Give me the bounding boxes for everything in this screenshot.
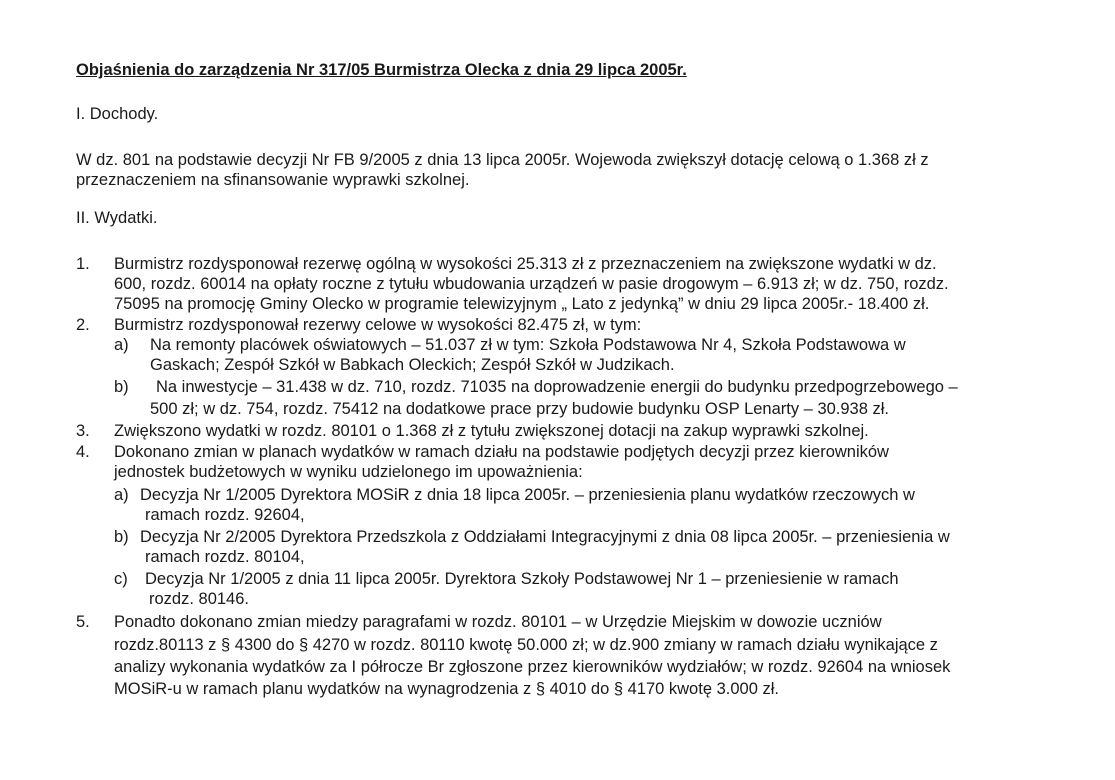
income-heading: I. Dochody. — [76, 105, 159, 123]
income-line: W dz. 801 na podstawie decyzji Nr FB 9/2005 z dnia 13 lipca 2005r. Wojewoda zwiększył dotację celową o 1.368 zł z — [76, 151, 929, 169]
sub-item-label: c) — [114, 570, 128, 588]
sub-item-line: Decyzja Nr 2/2005 Dyrektora Przedszkola z Oddziałami Integracyjnymi z dnia 08 lipca 2005r. – przeniesienia w — [140, 528, 950, 546]
sub-item-line: ramach rozdz. 92604, — [145, 506, 305, 524]
item-line: 75095 na promocję Gminy Olecko w programie telewizyjnym „ Lato z jedynką” w dniu 29 lipca 2005r.- 18.400 zł. — [114, 295, 930, 313]
sub-item-line: rozdz. 80146. — [149, 590, 249, 608]
sub-item-label: a) — [114, 336, 129, 354]
item-number: 4. — [76, 443, 90, 461]
item-line: Dokonano zmian w planach wydatków w ramach działu na podstawie podjętych decyzji przez kierowników — [114, 443, 889, 461]
item-line: Zwiększono wydatki w rozdz. 80101 o 1.368 zł z tytułu zwiększonej dotacji na zakup wyprawki szkolnej. — [114, 422, 869, 440]
item-number: 1. — [76, 255, 90, 273]
expenses-heading: II. Wydatki. — [76, 209, 158, 227]
sub-item-line: 500 zł; w dz. 754, rozdz. 75412 na dodatkowe prace przy budowie budynku OSP Lenarty – 30.938 zł. — [150, 400, 889, 418]
item-number: 5. — [76, 613, 90, 631]
item-line: Burmistrz rozdysponował rezerwy celowe w wysokości 82.475 zł, w tym: — [114, 316, 642, 334]
sub-item-line: Decyzja Nr 1/2005 z dnia 11 lipca 2005r. Dyrektora Szkoły Podstawowej Nr 1 – przeniesienie w ramach — [145, 570, 899, 588]
document-title: Objaśnienia do zarządzenia Nr 317/05 Burmistrza Olecka z dnia 29 lipca 2005r. — [76, 61, 687, 79]
item-number: 3. — [76, 422, 90, 440]
sub-item-label: a) — [114, 486, 129, 504]
item-line: jednostek budżetowych w wyniku udzielonego im upoważnienia: — [114, 463, 583, 481]
item-number: 2. — [76, 316, 90, 334]
item-line: Burmistrz rozdysponował rezerwę ogólną w wysokości 25.313 zł z przeznaczeniem na zwiększone wydatki w dz. — [114, 255, 937, 273]
item-line: 600, rozdz. 60014 na opłaty roczne z tytułu wbudowania urządzeń w pasie drogowym – 6.913 zł; w dz. 750, rozdz. — [114, 275, 949, 293]
item-line: analizy wykonania wydatków za I półrocze Br zgłoszone przez kierowników wydziałów; w rozdz. 92604 na wniosek — [114, 658, 951, 676]
income-line: przeznaczeniem na sfinansowanie wyprawki szkolnej. — [76, 171, 470, 189]
sub-item-line: Gaskach; Zespół Szkół w Babkach Oleckich; Zespół Szkół w Judzikach. — [150, 356, 675, 374]
item-line: Ponadto dokonano zmian miedzy paragrafami w rozdz. 80101 – w Urzędzie Miejskim w dowozie uczniów — [114, 613, 882, 631]
item-line: rozdz.80113 z § 4300 do § 4270 w rozdz. 80110 kwotę 50.000 zł; w dz.900 zmiany w ramach działu wynikające z — [114, 636, 938, 654]
sub-item-line: Decyzja Nr 1/2005 Dyrektora MOSiR z dnia 18 lipca 2005r. – przeniesienia planu wydatków rzeczowych w — [140, 486, 915, 504]
item-line: MOSiR-u w ramach planu wydatków na wynagrodzenia z § 4010 do § 4170 kwotę 3.000 zł. — [114, 680, 779, 698]
sub-item-line: Na inwestycje – 31.438 w dz. 710, rozdz. 71035 na doprowadzenie energii do budynku przedpogrzebowego – — [156, 378, 958, 396]
sub-item-label: b) — [114, 528, 129, 546]
sub-item-label: b) — [114, 378, 129, 396]
sub-item-line: Na remonty placówek oświatowych – 51.037 zł w tym: Szkoła Podstawowa Nr 4, Szkoła Podstawowa w — [150, 336, 906, 354]
sub-item-line: ramach rozdz. 80104, — [145, 548, 305, 566]
